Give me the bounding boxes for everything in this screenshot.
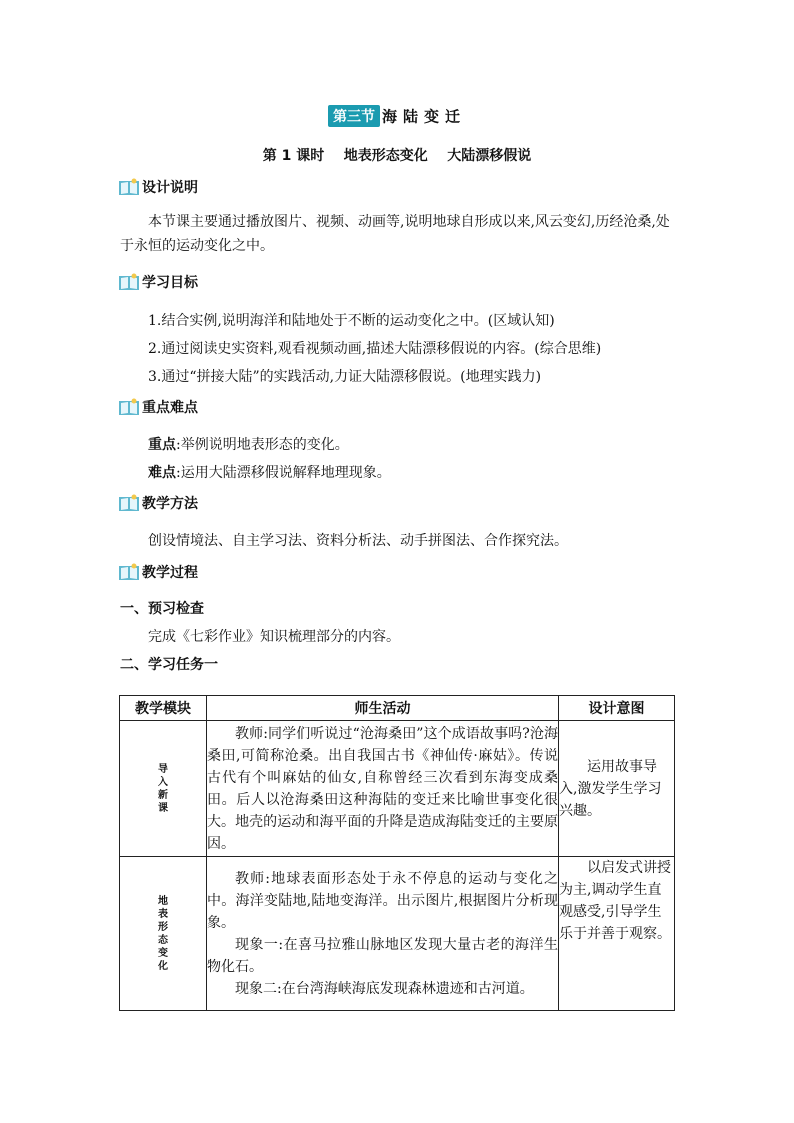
- book-icon: [118, 494, 140, 512]
- section-heading-methods: [118, 492, 198, 514]
- step-1-text: 完成《七彩作业》知识梳理部分的内容。: [148, 629, 400, 645]
- module-char: 入: [158, 776, 168, 788]
- section-heading-design: [118, 176, 198, 198]
- lesson-subtitle: 第 1 课时 地表形态变化 大陆漂移假说: [262, 148, 532, 164]
- hard-point-label: 难点: [148, 465, 176, 481]
- intent-cell: [559, 721, 675, 857]
- design-description: 本节课主要通过播放图片、视频、动画等,说明地球自形成以来,风云变幻,历经沧桑,处于永恒的运动变化之中。: [120, 214, 670, 254]
- lesson-plan-table: [119, 695, 675, 1011]
- module-char: 新: [158, 789, 168, 801]
- intent-text: 以启发式讲授为主,调动学生直观感受,引导学生乐于并善于观察。: [559, 860, 671, 942]
- module-char: 变: [158, 947, 168, 959]
- module-char: 态: [158, 934, 168, 946]
- section-heading-goals: [118, 271, 198, 293]
- module-char: 化: [158, 960, 168, 972]
- key-point-text: :举例说明地表形态的变化。: [176, 437, 349, 453]
- methods-text: 创设情境法、自主学习法、资料分析法、动手拼图法、合作探究法。: [148, 533, 568, 549]
- book-icon: [118, 398, 140, 416]
- step-2-title: 二、学习任务一: [120, 657, 218, 673]
- section-heading-process: [118, 561, 198, 583]
- hard-point-line: [148, 462, 391, 482]
- module-char: 形: [158, 921, 168, 933]
- table-row: [120, 857, 675, 1011]
- section-heading-text: 教学过程: [142, 565, 198, 581]
- goal-item-3: 3.通过“拼接大陆”的实践活动,力证大陆漂移假说。(地理实践力): [148, 369, 542, 385]
- section-heading-keypoints: [118, 396, 198, 418]
- table-header-row: [120, 696, 675, 721]
- section-heading-text: 设计说明: [142, 180, 198, 196]
- step-1-title: 一、预习检查: [120, 601, 204, 617]
- section-heading-text: 重点难点: [142, 400, 198, 416]
- book-icon: [118, 178, 140, 196]
- lesson-title-row: [0, 105, 794, 127]
- hard-point-text: :运用大陆漂移假说解释地理现象。: [176, 465, 391, 481]
- key-point-line: [148, 434, 349, 454]
- lesson-title: 海陆变迁: [381, 107, 466, 126]
- module-char: 课: [158, 802, 168, 814]
- activity-paragraph: 现象二:在台湾海峡海底发现森林遗迹和古河道。: [235, 980, 534, 997]
- table-header-cell: 设计意图: [559, 696, 675, 721]
- module-char: 地: [158, 895, 168, 907]
- book-icon: [118, 273, 140, 291]
- goal-item-2: 2.通过阅读史实资料,观看视频动画,描述大陆漂移假说的内容。(综合思维): [148, 341, 602, 357]
- key-point-label: 重点: [148, 437, 176, 453]
- table-header-cell: 师生活动: [207, 696, 559, 721]
- activity-paragraph: 现象一:在喜马拉雅山脉地区发现大量古老的海洋生物化石。: [207, 936, 558, 975]
- activity-paragraph: 教师:地球表面形态处于永不停息的运动与变化之中。海洋变陆地,陆地变海洋。出示图片,根据图片分析现象。: [207, 870, 558, 931]
- table-row: [120, 721, 675, 857]
- section-heading-text: 学习目标: [142, 275, 198, 291]
- module-cell: [120, 721, 207, 857]
- section-badge: 第三节: [328, 105, 380, 127]
- intent-cell: [559, 857, 675, 1011]
- book-icon: [118, 563, 140, 581]
- activity-cell: [207, 721, 559, 857]
- module-char: 表: [158, 908, 168, 920]
- activity-paragraph: 教师:同学们听说过“沧海桑田”这个成语故事吗?沧海桑田,可简称沧桑。出自我国古书《神仙传·麻姑》。传说古代有个叫麻姑的仙女,自称曾经三次看到东海变成桑田。后人以沧海桑田这种海陆的变迁来比喻世事变化很大。地壳的运动和海平面的升降是造成海陆变迁的主要原因。: [207, 725, 558, 852]
- table-header-cell: 教学模块: [120, 696, 207, 721]
- goal-item-1: 1.结合实例,说明海洋和陆地处于不断的运动变化之中。(区域认知): [148, 313, 555, 329]
- intent-text: 运用故事导入,激发学生学习兴趣。: [559, 758, 662, 819]
- module-cell: [120, 857, 207, 1011]
- section-heading-text: 教学方法: [142, 496, 198, 512]
- module-char: 导: [158, 763, 168, 775]
- activity-cell: [207, 857, 559, 1011]
